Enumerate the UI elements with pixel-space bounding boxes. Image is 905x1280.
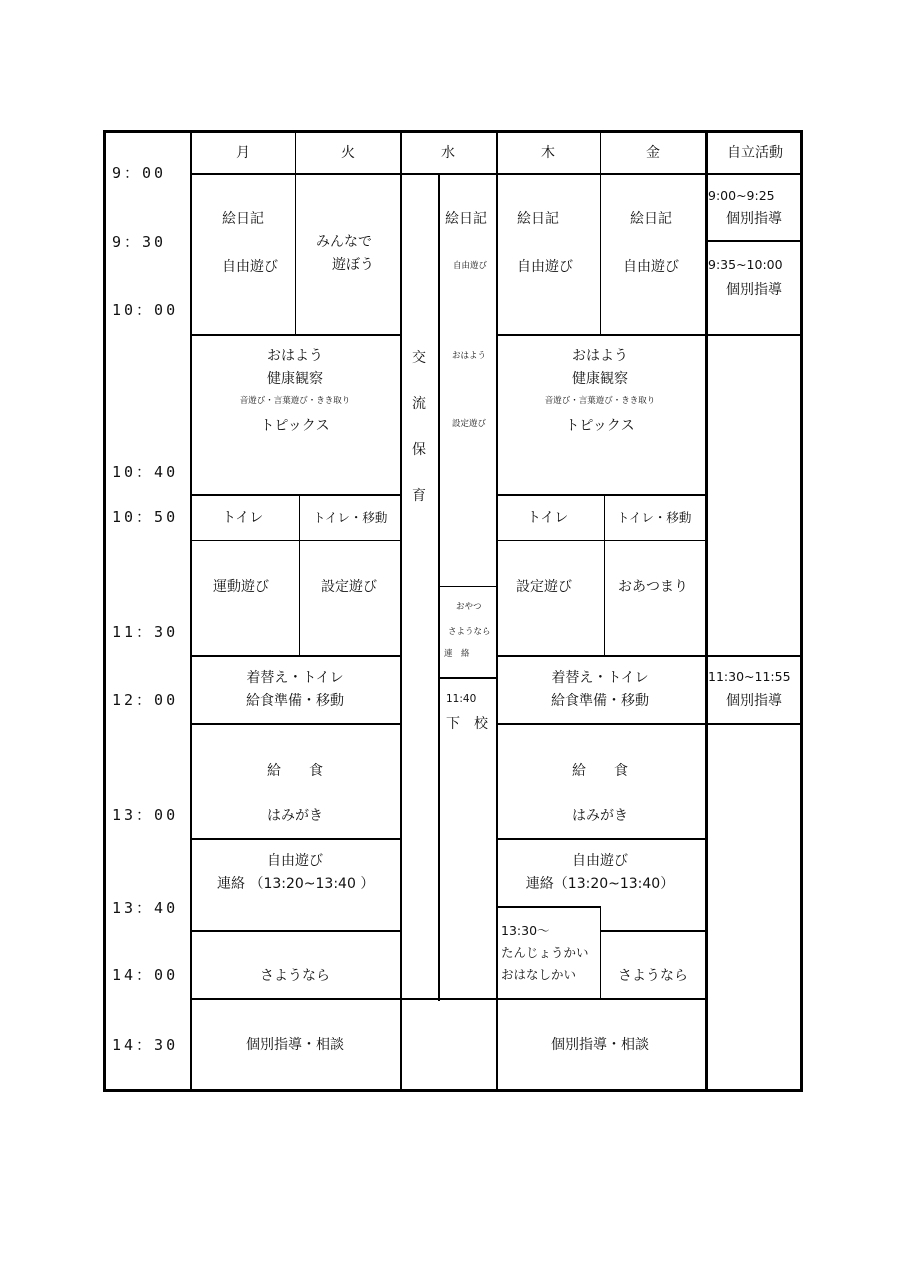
thu-fri-10-00-line [496,334,706,336]
header-wed: 水 [441,145,455,161]
mon-enikki: 絵日記 [222,211,264,227]
mon-jiyu-asobi-pm: 自由遊び [267,853,323,869]
tue-settei-asobi: 設定遊び [321,579,377,595]
time-label: 9：00 [112,164,167,182]
wed-inner-divider [438,175,440,1001]
tue-wed-divider [400,130,402,1092]
mon-kigae-toilet: 着替え・トイレ [246,670,344,686]
jiritsu-slot3-label: 個別指導 [726,693,782,709]
jiritsu-slot2-time: 9:35~10:00 [708,257,783,272]
timetable-frame [103,130,803,1092]
mon-kenko-kansatsu: 健康観察 [267,371,323,387]
mon-oto-asobi: 音遊び・言葉遊び・きき取り [239,396,351,406]
thu-jiyu-asobi: 自由遊び [517,259,573,275]
time-label: 13：00 [112,806,179,824]
thu-10-40-line [496,494,706,496]
wed-jiyu-asobi: 自由遊び [453,261,488,271]
mon-renraku: 連絡 （13:20~13:40 ） [217,876,375,892]
wed-exchange-char-3: 保 [412,442,426,458]
thu-ohayo: おはよう [572,348,628,364]
thu-toilet: トイレ [527,510,569,526]
time-label: 10：40 [112,463,179,481]
mon-tue-mid-line [299,494,300,656]
thu-kobetsu-shido: 個別指導・相談 [551,1037,649,1053]
wed-oyatsu: おやつ [456,602,482,612]
mon-tue-10-00-line [190,334,400,336]
wed-exchange-char-1: 交 [412,350,426,366]
time-label: 14：00 [112,966,179,984]
thu-settei-asobi: 設定遊び [516,579,572,595]
morning-thu-fri-line [600,175,601,335]
time-label: 12：00 [112,691,179,709]
mon-12-00-line [190,723,400,725]
fri-jiyu-asobi: 自由遊び [623,259,679,275]
jiritsu-slot1-label: 個別指導 [726,211,782,227]
thu-birthday-top-line [496,906,601,908]
wed-dismiss-label: 下 校 [446,716,488,732]
fri-sayonara: さようなら [618,968,688,984]
header-jiritsu: 自立活動 [727,145,783,161]
wed-sayonara: さようなら [448,627,491,637]
thu-birthday-time: 13:30～ [501,923,550,938]
wed-renraku: 連 絡 [444,649,470,659]
time-column-divider [190,130,192,1092]
tue-asobou: 遊ぼう [332,257,374,273]
jiritsu-slot3-time: 11:30~11:55 [708,669,791,684]
wed-oyatsu-line [440,586,496,587]
thu-10-50-line [496,540,706,541]
wed-dismiss-line [440,677,496,679]
fri-13-40-line [601,930,706,932]
mon-14-00-line [190,998,400,1000]
jiritsu-slot-line-3 [705,655,803,657]
jiritsu-slot1-time: 9:00~9:25 [708,188,775,203]
mon-toilet: トイレ [222,510,264,526]
fri-oatsumari: おあつまり [618,579,688,595]
thu-11-30-line [496,655,706,657]
jiritsu-slot2-label: 個別指導 [726,282,782,298]
mon-kyushoku: 給 食 [267,763,323,779]
mon-10-50-line [190,540,400,541]
wed-enikki: 絵日記 [445,211,487,227]
time-label: 9：30 [112,233,167,251]
morning-mon-tue-line [295,175,296,335]
wed-exchange-char-2: 流 [412,396,426,412]
thu-enikki: 絵日記 [517,211,559,227]
wed-dismiss-time: 11:40 [446,693,477,705]
mon-sayonara: さようなら [260,968,330,984]
header-mon-tue-line [295,130,296,175]
header-thu: 木 [541,145,555,161]
thu-fri-mid-line [604,494,605,656]
thu-oto-asobi: 音遊び・言葉遊び・きき取り [544,396,656,406]
thu-jiyu-asobi-pm: 自由遊び [572,853,628,869]
header-rule [190,173,803,175]
time-label: 13：40 [112,899,179,917]
mon-hamigaki: はみがき [267,808,323,824]
jiritsu-slot-line-1 [705,240,803,242]
fri-enikki: 絵日記 [630,211,672,227]
wed-bottom-line [400,998,496,1000]
tue-toilet-move: トイレ・移動 [313,510,388,525]
thu-kenko-kansatsu: 健康観察 [572,371,628,387]
thu-topics: トピックス [565,418,635,434]
header-tue: 火 [341,145,355,161]
mon-kyushoku-junbi: 給食準備・移動 [246,693,344,709]
thu-13-00-line [496,838,706,840]
time-label: 11：30 [112,623,179,641]
mon-jiyu-asobi: 自由遊び [222,259,278,275]
wed-ohayo: おはよう [452,351,487,361]
mon-topics: トピックス [260,418,330,434]
mon-13-00-line [190,838,400,840]
thu-kyushoku-junbi: 給食準備・移動 [551,693,649,709]
fri-toilet-move: トイレ・移動 [617,510,692,525]
thu-kyushoku: 給 食 [572,763,628,779]
mon-11-30-line [190,655,400,657]
header-thu-fri-line [600,130,601,175]
wed-exchange-char-4: 育 [412,488,426,504]
thu-hamigaki: はみがき [572,808,628,824]
time-label: 10：00 [112,301,179,319]
tue-minnade: みんなで [316,234,372,250]
header-mon: 月 [236,145,250,161]
time-label: 14：30 [112,1036,179,1054]
time-label: 10：50 [112,508,179,526]
wed-settei-asobi: 設定遊び [452,419,487,429]
thu-12-00-line [496,723,706,725]
jiritsu-slot-line-2 [705,334,803,336]
mon-undo-asobi: 運動遊び [213,579,269,595]
header-fri: 金 [646,145,660,161]
thu-14-00-line [496,998,706,1000]
thu-renraku: 連絡（13:20~13:40） [525,876,675,892]
jiritsu-slot-line-4 [705,723,803,725]
thu-birthday-side-line [600,906,601,1000]
thu-birthday: たんじょうかい [501,945,589,960]
mon-13-40-line [190,930,400,932]
mon-kobetsu-shido: 個別指導・相談 [246,1037,344,1053]
mon-10-40-line [190,494,400,496]
wed-thu-divider [496,130,498,1092]
thu-ohanashikai: おはなしかい [501,967,577,982]
mon-ohayo: おはよう [267,348,323,364]
thu-kigae-toilet: 着替え・トイレ [551,670,649,686]
jiritsu-divider [705,130,708,1092]
